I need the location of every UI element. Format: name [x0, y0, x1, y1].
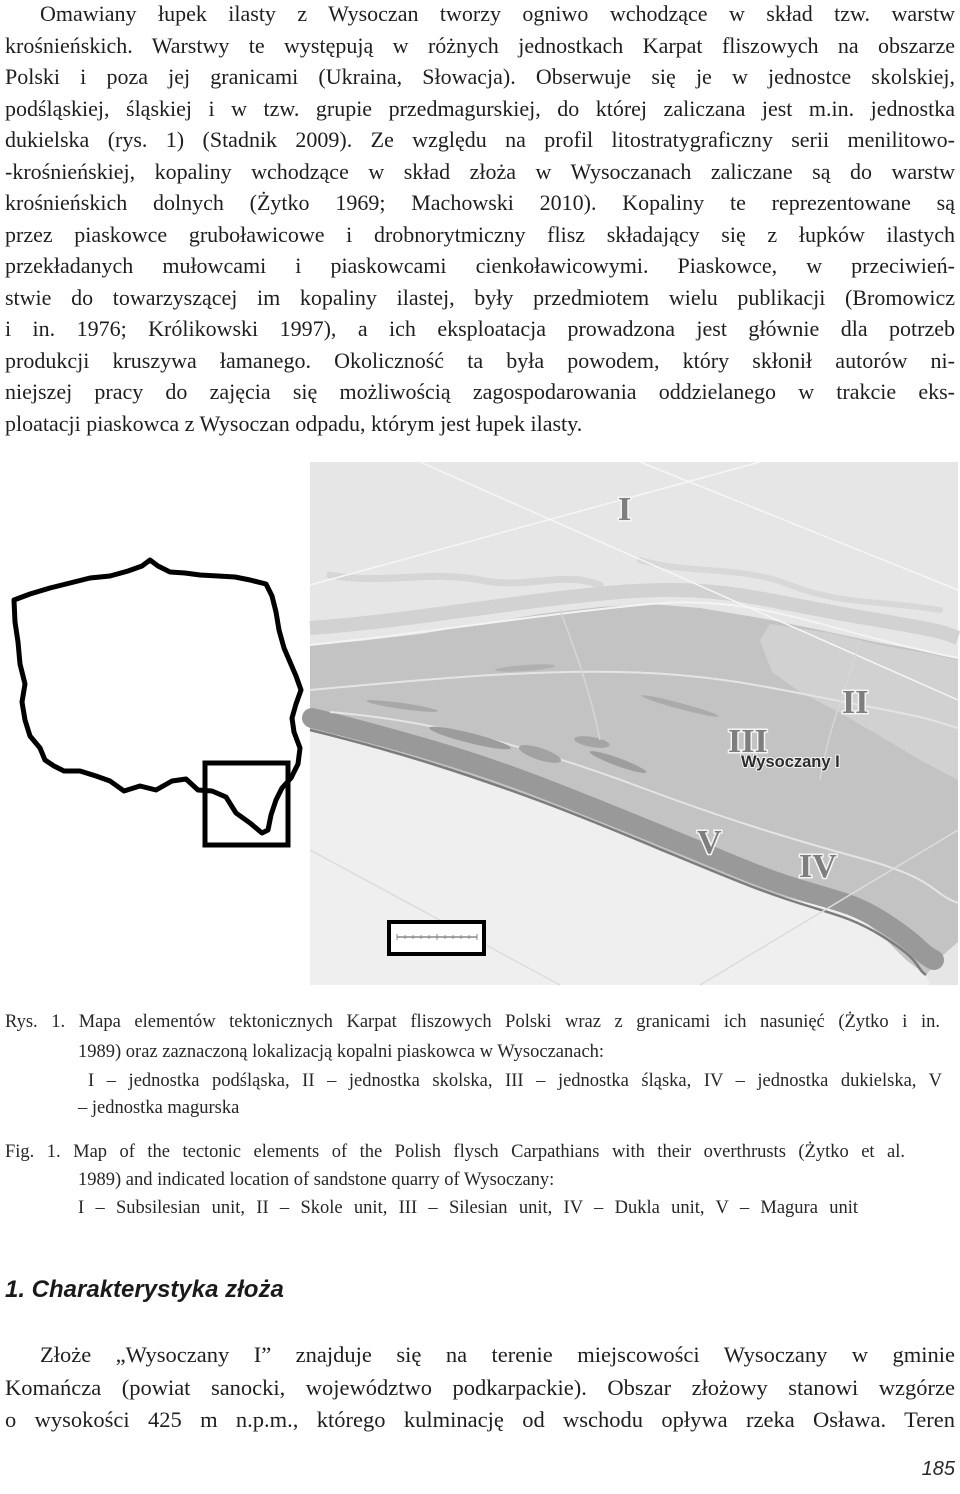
- figure-caption-pl-line: I – jednostka podśląska, II – jednostka skolska, III – jednostka śląska, IV – jednostka dukielska, V: [88, 1071, 942, 1091]
- figure-caption-pl-line: 1989) oraz zaznaczoną lokalizacją kopalni piaskowca w Wysoczanach:: [78, 1042, 605, 1062]
- text-line: przez piaskowce gruboławicowe i drobnorytmiczny flisz składający się z łupków ilastych: [5, 221, 955, 247]
- text-line: Komańcza (powiat sanocki, województwo podkarpackie). Obszar złożowy stanowi wzgórze: [5, 1374, 955, 1400]
- section-heading: 1. Charakterystyka złoża: [5, 1276, 284, 1303]
- text-line: podśląskiej, śląskiej i w tzw. grupie przedmagurskiej, do której zaliczana jest m.in. jednostka: [5, 95, 955, 121]
- text-line: -krośnieńskiej, kopaliny wchodzące w skład złoża w Wysoczanach zaliczane są do warstw: [5, 158, 955, 184]
- carpathian-map: [310, 462, 958, 985]
- tectonic-map-figure: [0, 455, 960, 990]
- body-paragraph-1: [5, 0, 955, 439]
- scale-bar: [389, 922, 484, 954]
- figure-caption-en-line: I – Subsilesian unit, II – Skole unit, III – Silesian unit, IV – Dukla unit, V – Magura unit: [78, 1198, 858, 1218]
- page-number: 185: [921, 1458, 955, 1480]
- unit-label-V: V: [697, 824, 722, 861]
- text-line: przekładanych mułowcami i piaskowcami cienkoławicowymi. Piaskowce, w przeciwień-: [5, 253, 955, 278]
- text-line: stwie do towarzyszącej im kopaliny ilastej, były przedmiotem wielu publikacji (Bromowicz: [5, 284, 955, 310]
- text-line: krośnieńskich dolnych (Żytko 1969; Machowski 2010). Kopaliny te reprezentowane są: [5, 190, 955, 215]
- text-line: dukielska (rys. 1) (Stadnik 2009). Ze względu na profil litostratygraficzny serii menilitowo-: [5, 127, 955, 152]
- unit-label-I: I: [618, 491, 632, 528]
- quarry-label: Wysoczany I: [741, 753, 840, 771]
- figure-caption-pl-line: – jednostka magurska: [78, 1098, 240, 1118]
- poland-outline: [14, 560, 301, 833]
- text-line: Złoże „Wysoczany I” znajduje się na terenie miejscowości Wysoczany w gminie: [40, 1342, 955, 1367]
- text-line: niejszej pracy do zajęcia się możliwością zagospodarowania oddzielanego w trakcie eks-: [5, 379, 955, 404]
- text-line: Omawiany łupek ilasty z Wysoczan tworzy ogniwo wchodzące w skład tzw. warstw: [40, 1, 955, 26]
- text-line: i in. 1976; Królikowski 1997), a ich eksploatacja prowadzona jest głównie dla potrzeb: [5, 316, 955, 341]
- text-line: krośnieńskich. Warstwy te występują w różnych jednostkach Karpat fliszowych na obszarze: [5, 32, 955, 58]
- text-line: Polski i poza jej granicami (Ukraina, Słowacja). Obserwuje się je w jednostce skolskiej,: [5, 64, 955, 89]
- figure-caption-en-line: 1989) and indicated location of sandstone quarry of Wysoczany:: [78, 1170, 555, 1190]
- figure-caption-en-line: Fig. 1. Map of the tectonic elements of the Polish flysch Carpathians with their overthrusts (Żytko et al.: [5, 1142, 905, 1162]
- figure-caption-pl-line: Rys. 1. Mapa elementów tektonicznych Karpat fliszowych Polski wraz z granicami ich nasunięć (Żytko i in.: [5, 1012, 940, 1032]
- body-paragraph-2: [5, 1339, 955, 1437]
- poland-locator-map: [14, 560, 301, 845]
- text-line: ploatacji piaskowca z Wysoczan odpadu, którym jest łupek ilasty.: [5, 410, 583, 436]
- unit-label-III: III: [728, 723, 768, 760]
- text-line: o wysokości 425 m n.p.m., którego kulminację od wschodu opływa rzeka Osława. Teren: [5, 1407, 955, 1432]
- unit-label-IV: IV: [799, 848, 837, 885]
- unit-label-II: II: [842, 684, 869, 721]
- text-line: produkcji kruszywa łamanego. Okoliczność ta była powodem, który skłonił autorów ni-: [5, 347, 955, 373]
